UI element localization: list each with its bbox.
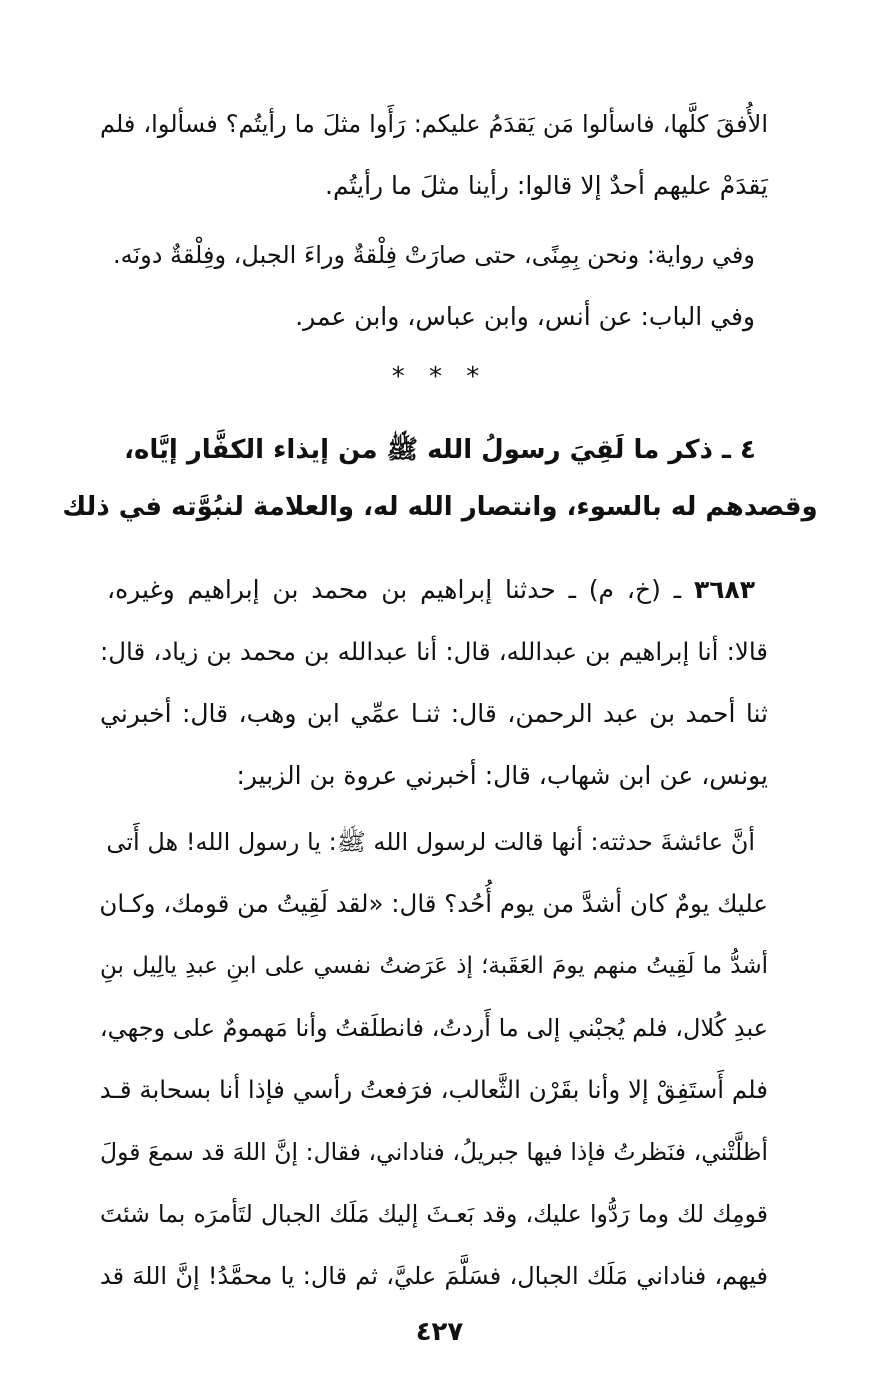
matn-line: فيهم، فناداني مَلَك الجبال، فسَلَّمَ عليَّ، ثم قال: يا محمَّدُ! إنَّ اللهَ قد [100, 1262, 768, 1290]
riwaya-line: وفي رواية: ونحن بِمِنًى، حتى صارَتْ فِلْقةٌ وراءَ الجبل، وفِلْقةٌ دونَه. [112, 241, 755, 269]
hadith-first-line [107, 570, 755, 610]
matn-line: أظلَّتْني، فنَظرتُ فإذا فيها جبريلُ، فناداني، فقال: إنَّ اللهَ قد سمعَ قولَ [100, 1138, 768, 1166]
isnad-line: ثنا أحمد بن عبد الرحمن، قال: ثنـا عمِّي ابن وهب، قال: أخبرني [100, 699, 768, 728]
isnad-line: يونس، عن ابن شهاب، قال: أخبرني عروة بن الزبير: [236, 761, 768, 790]
matn-line: عبدِ كُلال، فلم يُجبْني إلى ما أَردتُ، فانطلَقتُ وأنا مَهمومٌ على وجهي، [99, 1014, 768, 1042]
text-line: يَقدَمْ عليهم أحدٌ إلا قالوا: رأينا مثلَ ما رأيتُم. [325, 171, 768, 200]
page-number: ٤٢٧ [415, 1317, 464, 1347]
hadith-first-line-text: ـ (خ، م) ـ حدثنا إبراهيم بن محمد بن إبراهيم وغيره، [107, 575, 682, 604]
chapter-heading-line1: ٤ ـ ذكر ما لَقِيَ رسولُ الله ﷺ من إيذاء الكفَّار إيَّاه، [124, 435, 756, 465]
matn-line: أشدُّ ما لَقِيتُ منهم يومَ العَقَبة؛ إذ عَرَضتُ نفسي على ابنِ عبدِ يالِيل بنِ [100, 953, 768, 979]
section-separator: * * * [391, 362, 488, 392]
hadith-number: ٣٦٨٣ [693, 575, 755, 604]
matn-line: قومِك لك وما رَدُّوا عليك، وقد بَعـثَ إليك مَلَك الجبال لتَأمرَه بما شئتَ [100, 1200, 768, 1228]
matn-line: عليك يومٌ كان أشدَّ من يوم أُحُد؟ قال: «لقد لَقِيتُ من قومك، وكـان [99, 889, 768, 918]
matn-line: فلم أَستَفِقْ إلا وأنا بقَرْن الثَّعالب، فرَفعتُ رأسي فإذا أنا بسحابة قـد [99, 1075, 768, 1104]
chapter-heading-line2: وقصدهم له بالسوء، وانتصار الله له، والعلامة لنبُوَّته في ذلك [62, 492, 818, 522]
isnad-line: قالا: أنا إبراهيم بن عبدالله، قال: أنا عبدالله بن محمد بن زياد، قال: [100, 637, 768, 666]
text-line: الأُفقَ كلَّها، فاسألوا مَن يَقدَمُ عليكم: رَأَوا مثلَ ما رأيتُم؟ فسألوا، فلم [100, 110, 768, 138]
matn-line: أنَّ عائشةَ حدثته: أنها قالت لرسول الله ﷺ: يا رسول الله! هل أَتى [106, 828, 755, 856]
bab-line: وفي الباب: عن أنس، وابن عباس، وابن عمر. [295, 302, 755, 331]
